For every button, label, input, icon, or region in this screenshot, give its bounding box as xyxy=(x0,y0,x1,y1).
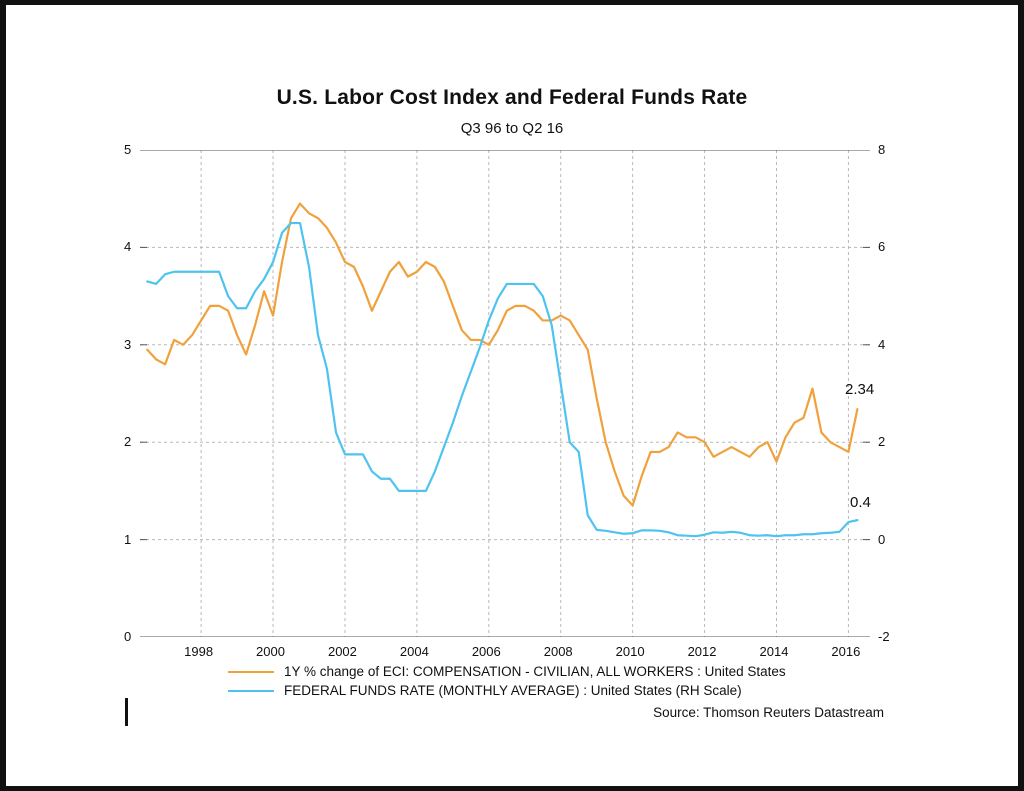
ffr-end-value-label: 0.4 xyxy=(850,494,871,511)
axis-lines xyxy=(140,150,870,637)
text-cursor-mark xyxy=(125,698,128,726)
page-border-bottom xyxy=(0,786,1024,791)
x-tick: 2006 xyxy=(471,644,501,659)
x-tick: 1998 xyxy=(184,644,214,659)
legend-item-ffr xyxy=(228,681,888,700)
legend-label-eci: 1Y % change of ECI: COMPENSATION - CIVILIAN, ALL WORKERS : United States xyxy=(284,664,786,679)
x-tick: 2016 xyxy=(831,644,861,659)
y-tick-left: 3 xyxy=(124,336,132,352)
eci-end-value-label: 2.34 xyxy=(845,381,875,398)
y-tick-right: -2 xyxy=(878,629,890,644)
plot-area xyxy=(140,150,870,637)
x-tick: 2008 xyxy=(543,644,573,659)
page-border-right xyxy=(1018,0,1024,791)
gridlines xyxy=(140,150,870,637)
x-tick: 2002 xyxy=(327,644,357,659)
source-attribution: Source: Thomson Reuters Datastream xyxy=(653,705,884,720)
legend-swatch-eci xyxy=(228,671,274,673)
x-tick: 2000 xyxy=(256,644,285,659)
legend-label-ffr: FEDERAL FUNDS RATE (MONTHLY AVERAGE) : United States (RH Scale) xyxy=(284,683,742,698)
chart-subtitle: Q3 96 to Q2 16 xyxy=(460,120,564,137)
x-tick: 2014 xyxy=(759,644,789,659)
series-line xyxy=(147,223,857,536)
y-tick-left: 5 xyxy=(124,142,132,157)
y-tick-left: 4 xyxy=(124,239,132,255)
legend-item-eci xyxy=(228,662,888,681)
y-tick-right: 6 xyxy=(878,239,886,255)
y-tick-right: 2 xyxy=(878,434,886,450)
chart-title: U.S. Labor Cost Index and Federal Funds Rate xyxy=(276,86,748,109)
x-tick: 2010 xyxy=(615,644,645,659)
page-border-top xyxy=(0,0,1024,5)
y-tick-left: 0 xyxy=(124,629,132,644)
y-tick-right: 8 xyxy=(878,142,886,157)
y-tick-right: 4 xyxy=(878,336,886,352)
plot-svg xyxy=(140,150,870,637)
legend-swatch-ffr xyxy=(228,690,274,692)
y-tick-left: 2 xyxy=(124,434,132,450)
series-line xyxy=(147,204,857,506)
series-lines xyxy=(147,204,857,537)
legend xyxy=(228,662,888,700)
y-tick-left: 1 xyxy=(124,531,132,547)
x-tick: 2004 xyxy=(399,644,429,659)
x-tick: 2012 xyxy=(687,644,717,659)
page-border-left xyxy=(0,0,6,791)
y-tick-right: 0 xyxy=(878,531,886,547)
